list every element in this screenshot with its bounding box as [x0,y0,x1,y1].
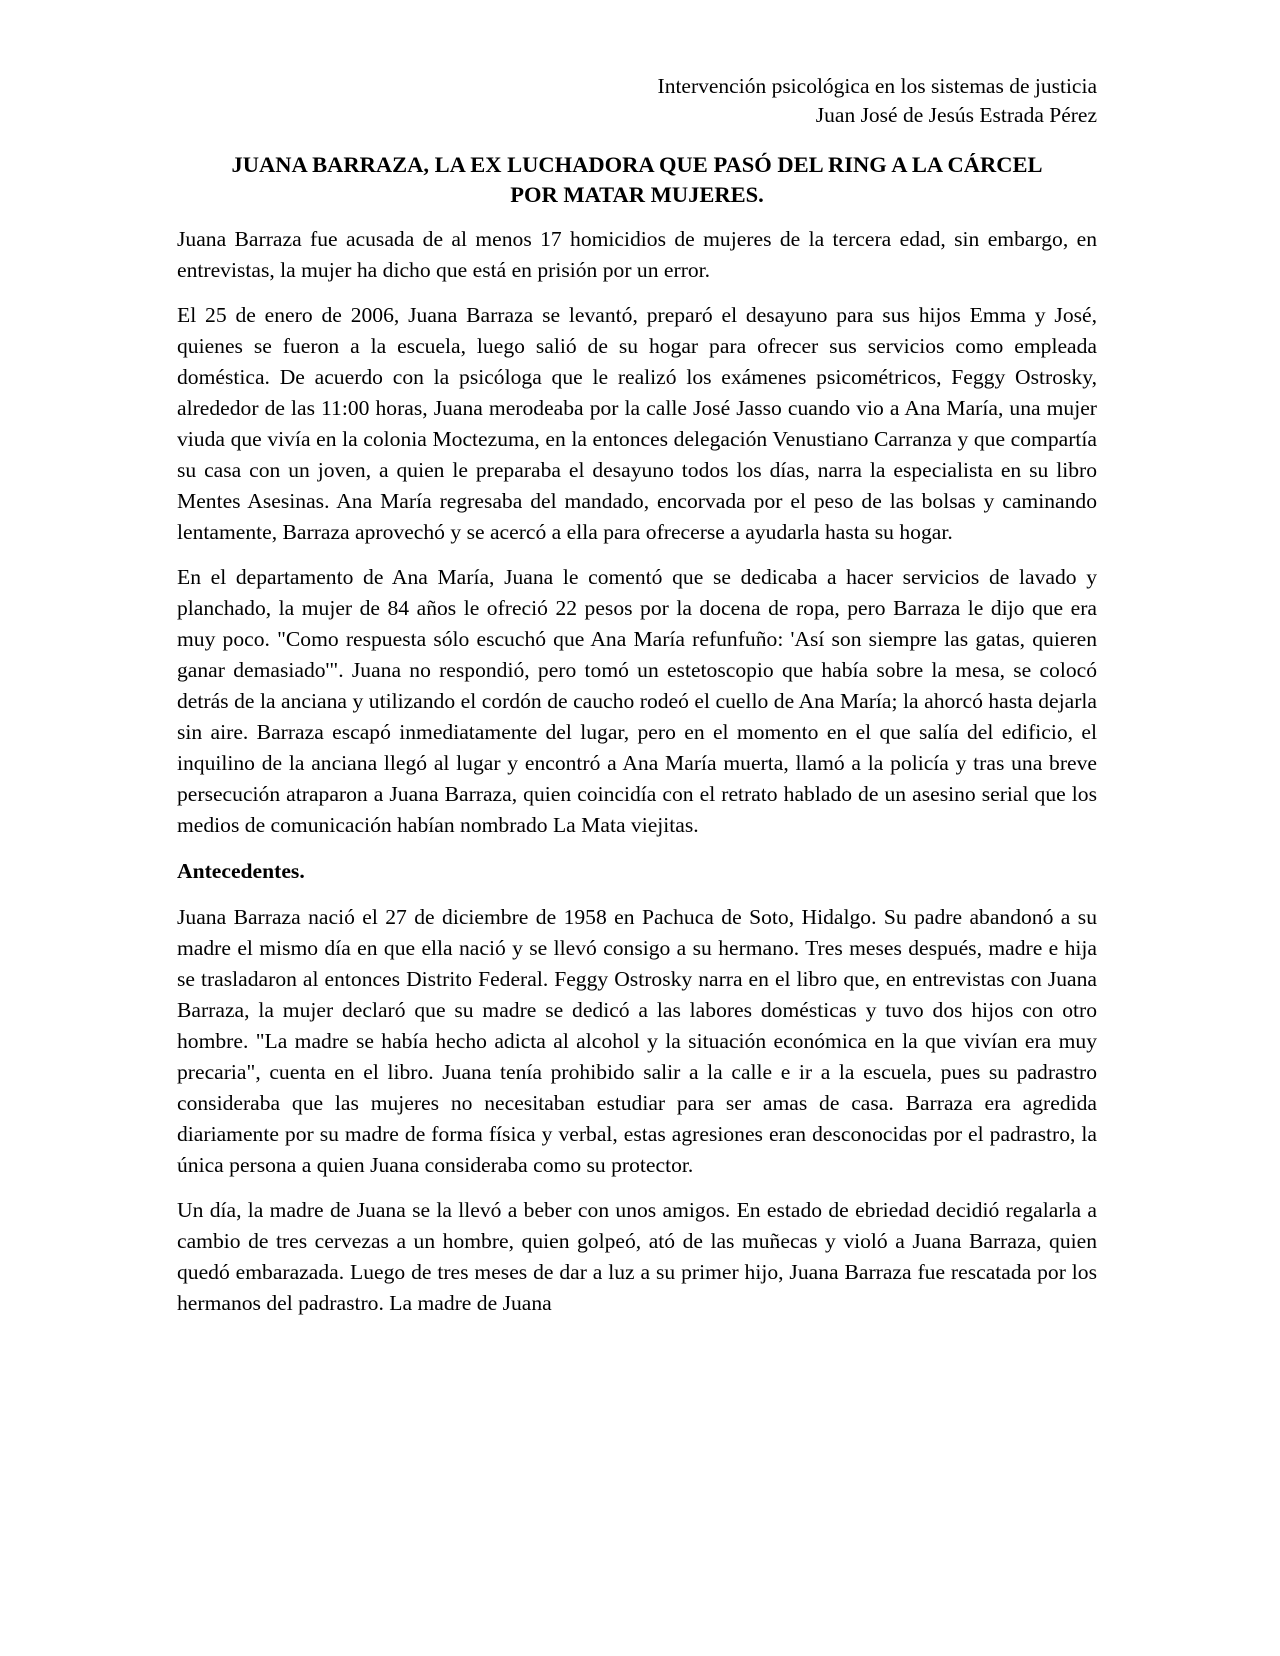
title-line-1: JUANA BARRAZA, LA EX LUCHADORA QUE PASÓ DEL RING A LA CÁRCEL [231,152,1043,177]
header-author: Juan José de Jesús Estrada Pérez [815,103,1097,127]
header-course-title: Intervención psicológica en los sistemas de justicia [657,74,1097,98]
paragraph-events: El 25 de enero de 2006, Juana Barraza se levantó, preparó el desayuno para sus hijos Emma y José, quienes se fueron a la escuela, luego salió de su hogar para ofrecer sus servicios como empleada doméstica. De acuerdo con la psicóloga que le realizó los exámenes psicométricos, Feggy Ostrosky, alrededor de las 11:00 horas, Juana merodeaba por la calle José Jasso cuando vio a Ana María, una mujer viuda que vivía en la colonia Moctezuma, en la entonces delegación Venustiano Carranza y que compartía su casa con un joven, a quien le preparaba el desayuno todos los días, narra la especialista en su libro Mentes Asesinas. Ana María regresaba del mandado, encorvada por el peso de las bolsas y caminando lentamente, Barraza aprovechó y se acercó a ella para ofrecerse a ayudarla hasta su hogar. [177,303,1097,544]
document-header [177,72,1097,130]
document-page [177,72,1097,1319]
section-heading-antecedentes: Antecedentes. [177,859,305,883]
title-line-2: POR MATAR MUJERES. [510,182,764,207]
paragraph-crime: En el departamento de Ana María, Juana le comentó que se dedicaba a hacer servicios de lavado y planchado, la mujer de 84 años le ofreció 22 pesos por la docena de ropa, pero Barraza le dijo que era muy poco. "Como respuesta sólo escuchó que Ana María refunfuño: 'Así son siempre las gatas, quieren ganar demasiado'". Juana no respondió, pero tomó un estetoscopio que había sobre la mesa, se colocó detrás de la anciana y utilizando el cordón de caucho rodeó el cuello de Ana María; la ahorcó hasta dejarla sin aire. Barraza escapó inmediatamente del lugar, pero en el momento en el que salía del edificio, el inquilino de la anciana llegó al lugar y encontró a Ana María muerta, llamó a la policía y tras una breve persecución atraparon a Juana Barraza, quien coincidía con el retrato hablado de un asesino serial que los medios de comunicación habían nombrado La Mata viejitas. [177,565,1097,837]
paragraph-intro: Juana Barraza fue acusada de al menos 17 homicidios de mujeres de la tercera edad, sin embargo, en entrevistas, la mujer ha dicho que está en prisión por un error. [177,227,1097,282]
paragraph-childhood: Un día, la madre de Juana se la llevó a beber con unos amigos. En estado de ebriedad decidió regalarla a cambio de tres cervezas a un hombre, quien golpeó, ató de las muñecas y violó a Juana Barraza, quien quedó embarazada. Luego de tres meses de dar a luz a su primer hijo, Juana Barraza fue rescatada por los hermanos del padrastro. La madre de Juana [177,1198,1097,1315]
paragraph-background: Juana Barraza nació el 27 de diciembre de 1958 en Pachuca de Soto, Hidalgo. Su padre abandonó a su madre el mismo día en que ella nació y se llevó consigo a su hermano. Tres meses después, madre e hija se trasladaron al entonces Distrito Federal. Feggy Ostrosky narra en el libro que, en entrevistas con Juana Barraza, la mujer declaró que su madre se dedicó a las labores domésticas y tuvo dos hijos con otro hombre. "La madre se había hecho adicta al alcohol y la situación económica en la que vivían era muy precaria", cuenta en el libro. Juana tenía prohibido salir a la calle e ir a la escuela, pues su padrastro consideraba que las mujeres no necesitaban estudiar para ser amas de casa. Barraza era agredida diariamente por su madre de forma física y verbal, estas agresiones eran desconocidas por el padrastro, la única persona a quien Juana consideraba como su protector. [177,905,1097,1177]
page-title [177,150,1097,210]
